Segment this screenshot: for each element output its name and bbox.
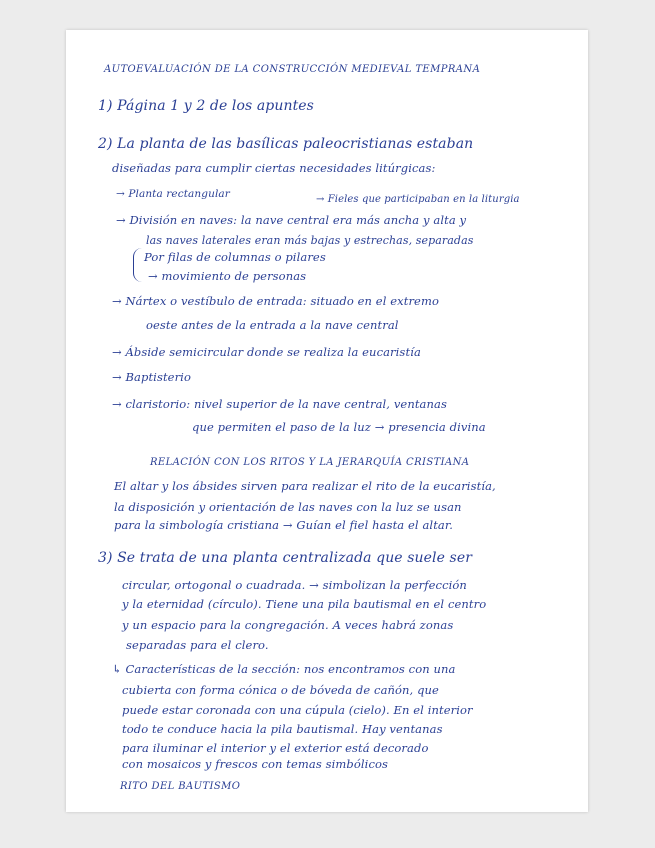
answer-2-baptisterio: → Baptisterio xyxy=(112,370,191,384)
answer-2-division-3: Por filas de columnas o pilares xyxy=(144,250,326,264)
answer-3-carac-2: cubierta con forma cónica o de bóveda de cañón, que xyxy=(122,683,439,697)
answer-3-rito: RITO DEL BAUTISMO xyxy=(120,781,241,792)
bracket-mark xyxy=(133,248,142,282)
answer-2-claristorio-1: → claristorio: nivel superior de la nave central, ventanas xyxy=(112,397,447,411)
answer-2-division-2: las naves laterales eran más bajas y estrechas, separadas xyxy=(146,234,474,247)
answer-2-fieles: → Fieles que participaban en la liturgia xyxy=(316,194,520,205)
page-title: AUTOEVALUACIÓN DE LA CONSTRUCCIÓN MEDIEVAL TEMPRANA xyxy=(104,64,481,75)
answer-3-carac-5: para iluminar el interior y el exterior está decorado xyxy=(122,741,429,755)
answer-1: 1) Página 1 y 2 de los apuntes xyxy=(98,98,314,114)
answer-2-planta: → Planta rectangular xyxy=(116,188,230,200)
answer-2-relacion-1: El altar y los ábsides sirven para realizar el rito de la eucaristía, xyxy=(114,479,496,493)
answer-3-carac-6: con mosaicos y frescos con temas simbólicos xyxy=(122,757,389,771)
answer-2-relacion-2: la disposición y orientación de las naves con la luz se usan xyxy=(114,500,462,514)
answer-3-carac-1: ↳ Características de la sección: nos encontramos con una xyxy=(112,662,456,676)
answer-3-carac-3: puede estar coronada con una cúpula (cielo). En el interior xyxy=(122,703,473,717)
answer-2-line-1: 2) La planta de las basílicas paleocristianas estaban xyxy=(98,136,474,152)
answer-2-division-1: → División en naves: la nave central era más ancha y alta y xyxy=(116,213,467,227)
answer-3-line-2: circular, ortogonal o cuadrada. → simbolizan la perfección xyxy=(122,578,467,592)
answer-2-relacion-title: RELACIÓN CON LOS RITOS Y LA JERARQUÍA CRISTIANA xyxy=(150,457,470,468)
answer-2-abside: → Ábside semicircular donde se realiza la eucaristía xyxy=(112,345,421,359)
answer-2-relacion-3: para la simbología cristiana → Guían el fiel hasta el altar. xyxy=(114,518,453,532)
answer-3-carac-4: todo te conduce hacia la pila bautismal. Hay ventanas xyxy=(122,722,443,736)
answer-2-division-4: → movimiento de personas xyxy=(148,269,307,283)
answer-2-nartex-2: oeste antes de la entrada a la nave central xyxy=(146,318,399,332)
answer-3-line-5: separadas para el clero. xyxy=(126,638,269,652)
answer-3-line-4: y un espacio para la congregación. A veces habrá zonas xyxy=(122,618,454,632)
answer-2-nartex-1: → Nártex o vestíbulo de entrada: situado en el extremo xyxy=(112,294,439,308)
answer-3-line-1: 3) Se trata de una planta centralizada que suele ser xyxy=(98,550,473,566)
answer-3-line-3: y la eternidad (círculo). Tiene una pila bautismal en el centro xyxy=(122,597,487,611)
answer-2-claristorio-2: que permiten el paso de la luz → presencia divina xyxy=(192,420,486,434)
answer-2-line-2: diseñadas para cumplir ciertas necesidades litúrgicas: xyxy=(112,161,436,175)
